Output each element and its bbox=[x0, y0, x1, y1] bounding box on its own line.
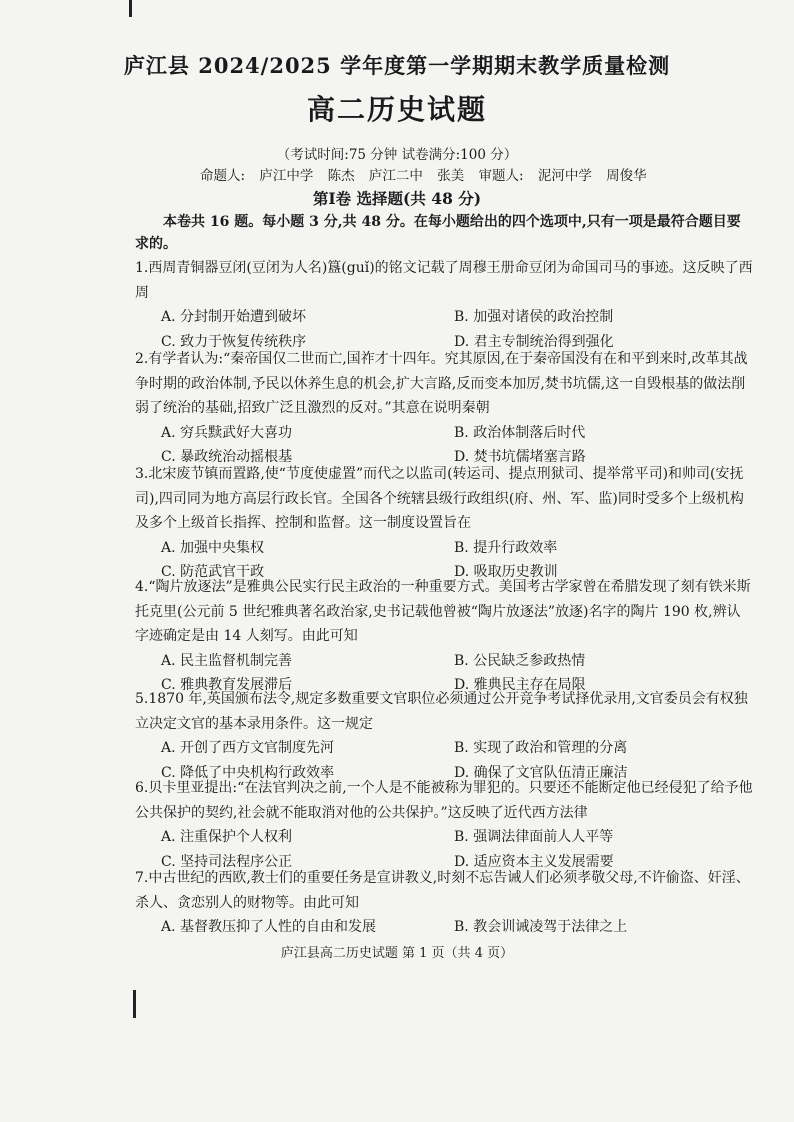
option-a: A. 开创了西方文官制度先河 bbox=[161, 740, 335, 756]
question-stem: 7.中古世纪的西欧,教士们的重要任务是宣讲教义,时刻不忘告诫人们必须孝敬父母,不许偷盗、奸淫、杀人、贪恋别人的财物等。由此可知 bbox=[135, 870, 750, 911]
scan-mark-top bbox=[129, 0, 132, 17]
question-4 bbox=[135, 575, 753, 698]
question-6 bbox=[135, 776, 753, 874]
question-3 bbox=[135, 462, 753, 585]
question-stem: 6.贝卡里亚提出:“在法官判决之前,一个人是不能被称为罪犯的。只要还不能断定他已经侵犯了给予他公共保护的契约,社会就不能取消对他的公共保护。”这反映了近代西方法律 bbox=[135, 780, 753, 821]
option-a: A. 分封制开始遭到破坏 bbox=[161, 309, 307, 325]
options bbox=[135, 915, 753, 940]
section-title: 第Ⅰ卷 选择题(共 48 分) bbox=[312, 189, 482, 208]
option-d: D. 雅典民主存在局限 bbox=[454, 677, 586, 693]
option-b: B. 强调法律面前人人平等 bbox=[454, 829, 614, 845]
question-stem: 5.1870 年,英国颁布法令,规定多数重要文官职位必须通过公开竞争考试择优录用,文官委员会有权独立决定文官的基本录用条件。这一规定 bbox=[135, 691, 748, 732]
option-a: A. 注重保护个人权利 bbox=[161, 829, 293, 845]
option-a: A. 基督教压抑了人性的自由和发展 bbox=[161, 919, 377, 935]
page-footer: 庐江县高二历史试题 第 1 页（共 4 页） bbox=[280, 946, 514, 961]
option-c: C. 防范武官干政 bbox=[161, 564, 265, 580]
option-c: C. 暴政统治动摇根基 bbox=[161, 449, 293, 465]
option-d: D. 吸取历史教训 bbox=[454, 564, 558, 580]
exam-subject-title: 高二历史试题 bbox=[306, 93, 487, 126]
option-d: D. 适应资本主义发展需要 bbox=[454, 853, 614, 870]
option-b: B. 教会训诫凌驾于法律之上 bbox=[454, 919, 628, 935]
option-b: B. 实现了政治和管理的分离 bbox=[454, 740, 628, 756]
option-a: A. 穷兵黩武好大喜功 bbox=[161, 424, 293, 441]
question-2 bbox=[135, 347, 753, 470]
question-stem: 4.“陶片放逐法”是雅典公民实行民主政治的一种重要方式。美国考古学家曾在希腊发现了刻有铁米斯托克里(公元前 5 世纪雅典著名政治家,史书记载他曾被“陶片放逐法”放逐)名字的陶片 190 枚,辨认字迹确定是由 14 人刻写。由此可知 bbox=[135, 579, 751, 644]
question-5 bbox=[135, 687, 753, 785]
exam-title: 庐江县 2024/2025 学年度第一学期期末教学质量检测 bbox=[123, 53, 671, 78]
option-b: B. 公民缺乏参政热情 bbox=[454, 652, 586, 669]
option-d: D. 确保了文官队伍清正廉洁 bbox=[454, 764, 628, 781]
scan-mark-bottom bbox=[133, 990, 136, 1018]
option-b: B. 提升行政效率 bbox=[454, 539, 558, 556]
option-b: B. 政治体制落后时代 bbox=[454, 424, 586, 441]
option-c: C. 雅典教育发展滞后 bbox=[161, 677, 293, 693]
option-d: D. 君主专制统治得到强化 bbox=[454, 333, 614, 350]
exam-authors: 命题人: 庐江中学 陈杰 庐江二中 张美 审题人: 泥河中学 周俊华 bbox=[200, 168, 647, 184]
option-a: A. 加强中央集权 bbox=[161, 539, 265, 556]
exam-info: （考试时间:75 分钟 试卷满分:100 分） bbox=[276, 147, 518, 163]
option-c: C. 坚持司法程序公正 bbox=[161, 853, 293, 870]
option-c: C. 降低了中央机构行政效率 bbox=[161, 764, 335, 781]
option-c: C. 致力于恢复传统秩序 bbox=[161, 333, 307, 350]
question-stem: 1.西周青铜器豆闭(豆闭为人名)簋(guǐ)的铭文记载了周穆王册命豆闭为命国司马的事迹。这反映了西周 bbox=[135, 260, 753, 301]
option-b: B. 加强对诸侯的政治控制 bbox=[454, 309, 614, 325]
question-stem: 2.有学者认为:“秦帝国仅二世而亡,国祚才十四年。究其原因,在于秦帝国没有在和平到来时,改革其战争时期的政治体制,予民以休养生息的机会,扩大言路,反而变本加厉,焚书坑儒,这一自毁根基的做法削弱了统治的基础,招致广泛且激烈的反对。”其意在说明秦朝 bbox=[135, 351, 748, 416]
question-7 bbox=[135, 866, 753, 940]
question-stem: 3.北宋废节镇而置路,使“节度使虚置”而代之以监司(转运司、提点刑狱司、提举常平司)和帅司(安抚司),四司同为地方高层行政长官。全国各个统辖县级行政组织(府、州、军、监)同时受多个上级机构及多个上级首长指挥、控制和监督。这一制度设置旨在 bbox=[135, 466, 744, 531]
section-instructions: 本卷共 16 题。每小题 3 分,共 48 分。在每小题给出的四个选项中,只有一项是最符合题目要求的。 bbox=[135, 214, 741, 252]
option-a: A. 民主监督机制完善 bbox=[161, 652, 293, 669]
question-1 bbox=[135, 256, 753, 354]
option-d: D. 焚书坑儒堵塞言路 bbox=[454, 449, 586, 465]
